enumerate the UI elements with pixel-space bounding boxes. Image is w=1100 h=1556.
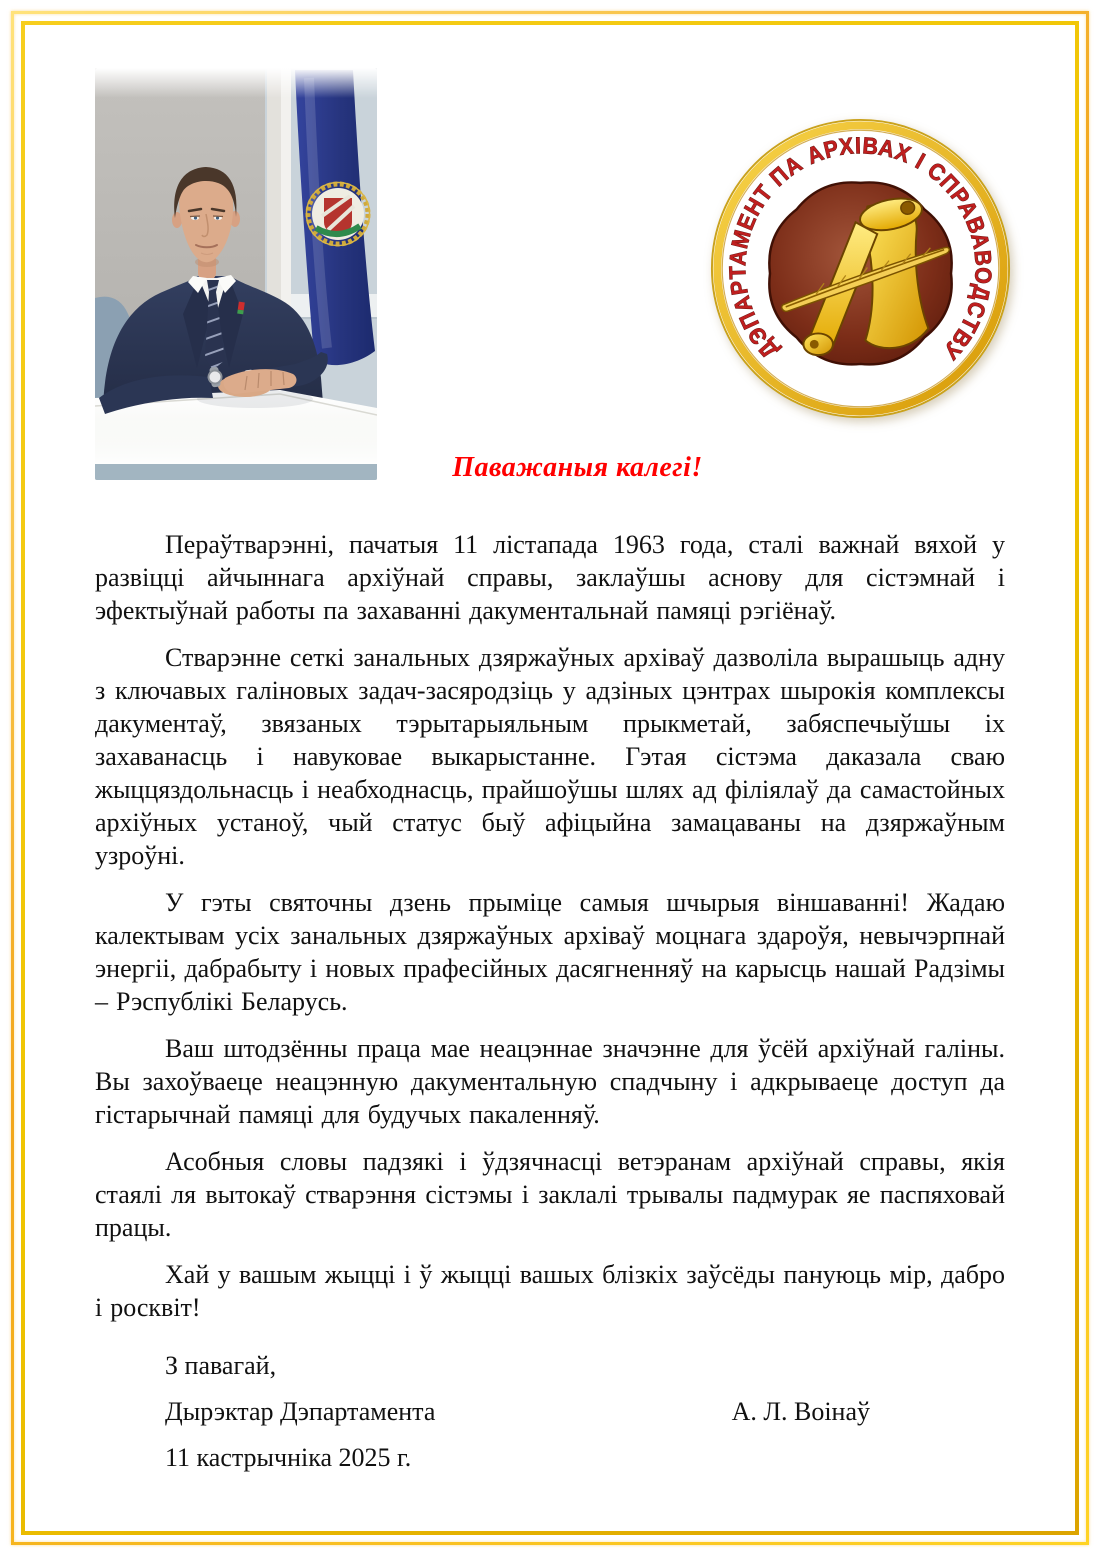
director-photo bbox=[95, 68, 377, 480]
signature-block bbox=[95, 1350, 1005, 1474]
paragraph-5: Асобныя словы падзякі і ўдзячнасці ветэранам архіўнай справы, якія стаялі ля вытокаў стварэння сістэмы і заклалі трывалы падмурак яе паспяховай працы. bbox=[95, 1147, 1005, 1242]
letter-body bbox=[95, 528, 1005, 1324]
logo-circular-text: ДЭПАРТАМЕНТ ПА АРХІВАХ І СПРАВАВОДСТВУ bbox=[724, 132, 997, 366]
letter-date: 11 кастрычніка 2025 г. bbox=[165, 1443, 412, 1472]
seal-illustration bbox=[708, 116, 1013, 421]
department-seal-logo bbox=[708, 116, 1013, 421]
flag-emblem bbox=[307, 183, 370, 246]
paragraph-2: Стварэнне сеткі занальных дзяржаўных архіваў дазволіла вырашыць адну з ключавых галіновых задач-засяродзіць у адзіных цэнтрах шырокія комплексы дакументаў, звязаных тэрытарыяльным прыкметай, забяспечыўшы іх захаванасць і навуковае выкарыстанне. Гэтая сістэма даказала сваю жыццяздольнасць і неабходнасць, прайшоўшы шлях ад філіялаў да самастойных архіўных устаноў, чый статус быў афіцыйна замацаваны на дзяржаўным узроўні. bbox=[95, 643, 1005, 870]
signer-title: Дырэктар Дэпартамента bbox=[165, 1397, 436, 1426]
paragraph-1: Пераўтварэнні, пачатыя 11 лістапада 1963 года, сталі важнай вяхой у развіцці айчыннага архіўнай справы, заклаўшы аснову для сістэмнай і эфектыўнай работы па захаванні дакументальнай памяці рэгіёнаў. bbox=[95, 530, 1005, 625]
salutation-heading: Паважаныя калегі! bbox=[452, 452, 703, 483]
paragraph-4: Ваш штодзённы праца мае неацэннае значэнне для ўсёй архіўнай галіны. Вы захоўваеце неацэнную дакументальную спадчыну і адкрываеце доступ да гістарычнай памяці для будучых пакаленняў. bbox=[95, 1034, 1005, 1129]
letter-content bbox=[95, 68, 1005, 1488]
director-photo-illustration bbox=[95, 68, 377, 480]
signature-row bbox=[95, 1396, 1005, 1428]
closing-line: З павагай, bbox=[165, 1351, 277, 1380]
signer-name: А. Л. Воінаў bbox=[731, 1397, 870, 1426]
paragraph-6: Хай у вашым жыцці і ў жыцці вашых блізкіх заўсёды пануюць мір, дабро і росквіт! bbox=[95, 1260, 1005, 1322]
letter-header bbox=[95, 68, 1005, 483]
paragraph-3: У гэты святочны дзень прыміце самыя шчырыя віншаванні! Жадаю калектывам усіх занальных дзяржаўных архіваў моцнага здароўя, невычэрпнай энергіі, дабрабыту і новых прафесійных дасягненняў на карысць нашай Радзімы – Рэспублікі Беларусь. bbox=[95, 888, 1005, 1016]
